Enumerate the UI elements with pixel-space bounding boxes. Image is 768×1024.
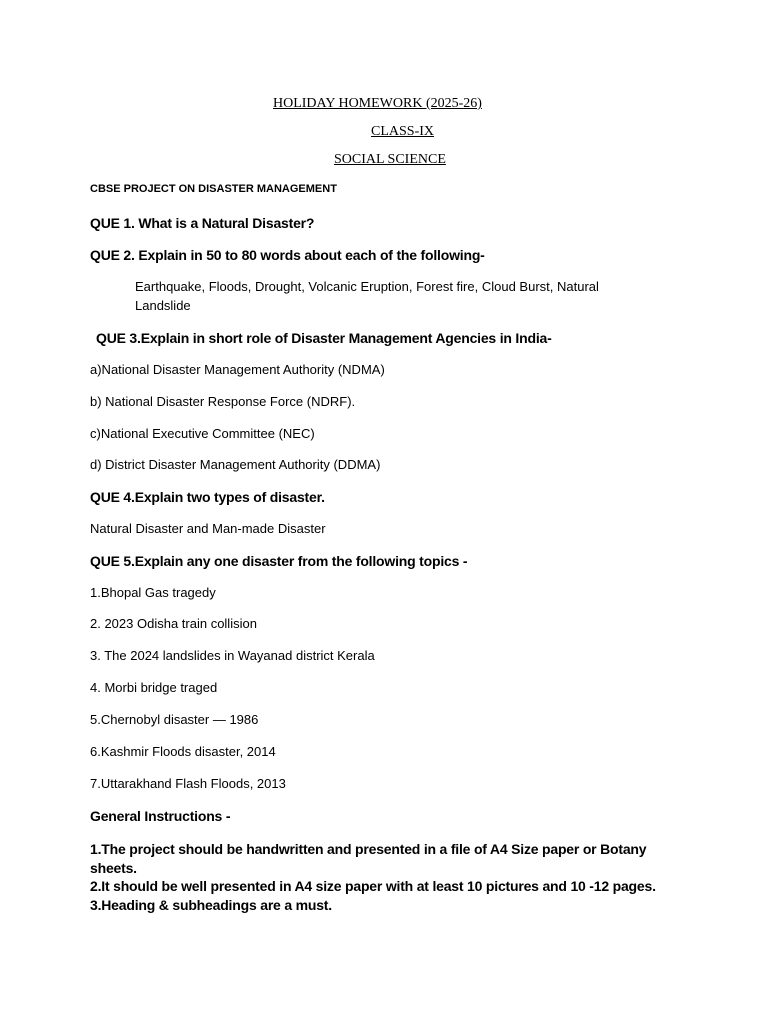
question-2-items-line-2: Landslide — [135, 298, 191, 313]
page-title: HOLIDAY HOMEWORK (2025-26) — [273, 96, 482, 111]
question-5-item: 5.Chernobyl disaster — 1986 — [90, 712, 259, 727]
question-2: QUE 2. Explain in 50 to 80 words about each of the following- — [90, 247, 485, 263]
question-4: QUE 4.Explain two types of disaster. — [90, 489, 325, 505]
class-label: CLASS-IX — [371, 124, 435, 139]
question-5-item: 4. Morbi bridge traged — [90, 680, 218, 695]
instruction-item: 1.The project should be handwritten and presented in a file of A4 Size paper or Botany sheets. — [90, 841, 647, 876]
question-4-answer: Natural Disaster and Man-made Disaster — [90, 521, 326, 536]
subject-label: SOCIAL SCIENCE — [334, 152, 446, 167]
question-3-item: c)National Executive Committee (NEC) — [90, 426, 315, 441]
question-5-item: 3. The 2024 landslides in Wayanad district Kerala — [90, 648, 375, 663]
question-5-item: 1.Bhopal Gas tragedy — [90, 585, 216, 600]
question-5: QUE 5.Explain any one disaster from the following topics - — [90, 553, 468, 569]
question-3-item: d) District Disaster Management Authority (DDMA) — [90, 457, 381, 472]
question-3: QUE 3.Explain in short role of Disaster Management Agencies in India- — [96, 330, 552, 346]
question-5-item: 2. 2023 Odisha train collision — [90, 616, 257, 631]
question-5-item: 6.Kashmir Floods disaster, 2014 — [90, 744, 276, 759]
project-heading: CBSE PROJECT ON DISASTER MANAGEMENT — [90, 183, 337, 195]
question-3-item: a)National Disaster Management Authority (NDMA) — [90, 362, 385, 377]
instructions-heading: General Instructions - — [90, 808, 231, 824]
question-1: QUE 1. What is a Natural Disaster? — [90, 215, 315, 231]
question-2-items-line-1: Earthquake, Floods, Drought, Volcanic Eruption, Forest fire, Cloud Burst, Natural — [135, 279, 599, 294]
instruction-item: 2.It should be well presented in A4 size paper with at least 10 pictures and 10 -12 pages. — [90, 878, 656, 894]
question-3-item: b) National Disaster Response Force (NDRF). — [90, 394, 356, 409]
question-5-item: 7.Uttarakhand Flash Floods, 2013 — [90, 776, 286, 791]
instruction-item: 3.Heading & subheadings are a must. — [90, 897, 332, 913]
